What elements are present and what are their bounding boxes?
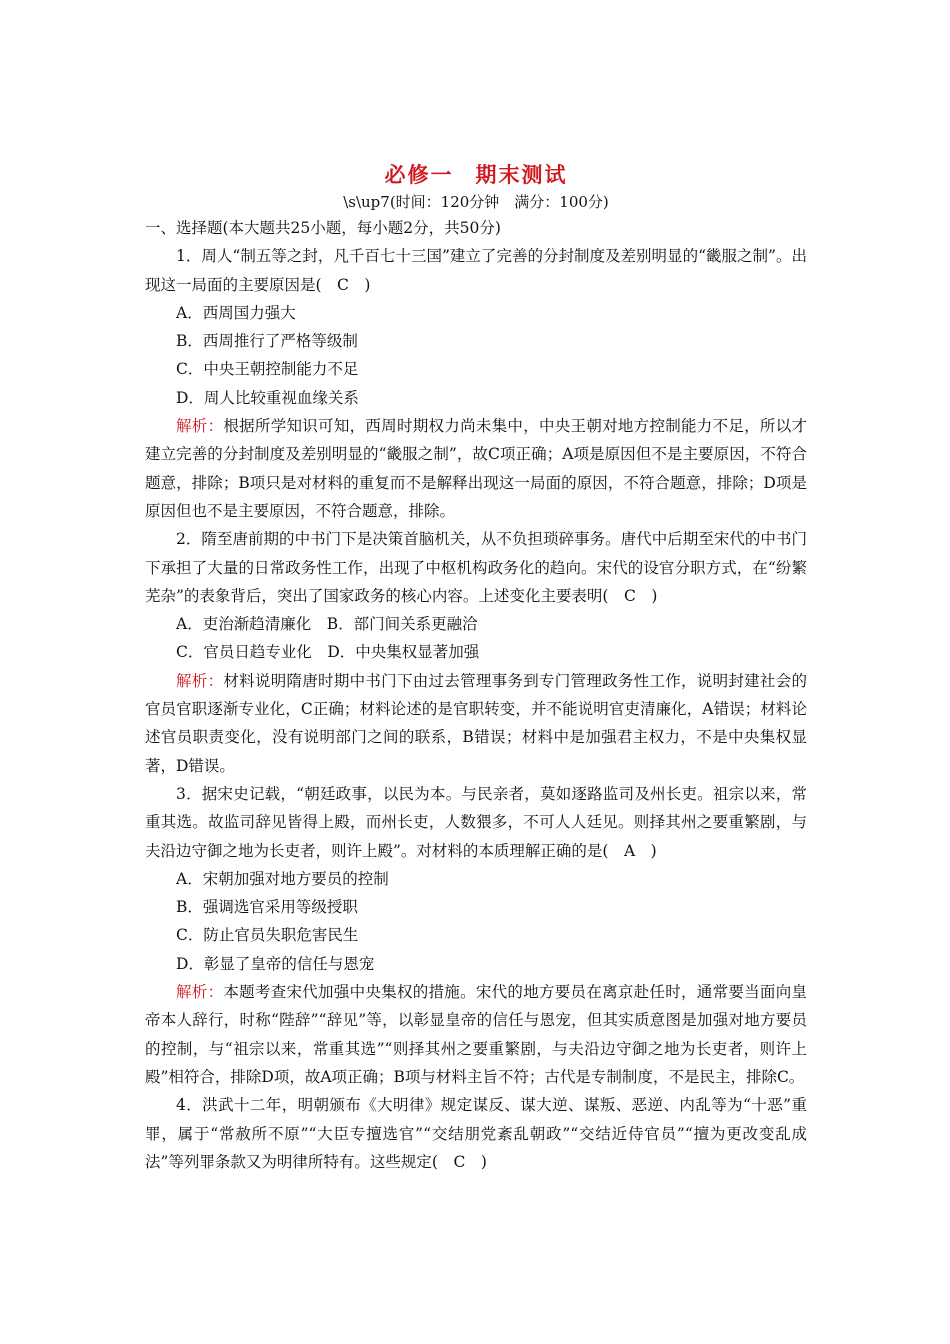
question-3-stem: 3．据宋史记载，“朝廷政事，以民为本。与民亲者，莫如逐路监司及州长吏。祖宗以来，常重其选。故监司辞见皆得上殿，而州长吏，人数猥多，不可人人廷见。则择其州之要重繁剧，与夫沿边守御之地为长吏者，则许上殿”。对材料的本质理解正确的是( A ) xyxy=(145,784,807,860)
question-1-stem: 1．周人“制五等之封，凡千百七十三国”建立了完善的分封制度及差别明显的“畿服之制”。出现这一局面的主要原因是( C ) xyxy=(145,247,807,294)
question-1-option-a: A．西周国力强大 xyxy=(176,303,296,322)
explanation-label: 解析： xyxy=(176,983,224,1002)
question-1-explanation xyxy=(145,412,807,525)
page-title xyxy=(145,160,807,190)
explanation-label: 解析： xyxy=(176,671,224,690)
question-4-stem: 4．洪武十二年，明朝颁布《大明律》规定谋反、谋大逆、谋叛、恶逆、内乱等为“十恶”重罪，属于“常赦所不原”“大臣专擅选官”“交结朋党紊乱朝政”“交结近侍官员”“擅为更改变乱成法”等列罪条款又为明律所特有。这些规定( C ) xyxy=(145,1096,807,1171)
question-2-options-ab: A．吏治渐趋清廉化 B．部门间关系更融洽 xyxy=(176,615,478,634)
question-3-option-a: A．宋朝加强对地方要员的控制 xyxy=(176,869,389,888)
question-2-options-cd: C．官员日趋专业化 D．中央集权显著加强 xyxy=(176,643,480,662)
question-3-option-c: C．防止官员失职危害民生 xyxy=(176,926,359,945)
question-1-option-b: B．西周推行了严格等级制 xyxy=(176,332,358,351)
title-part2: 期末测试 xyxy=(475,163,568,187)
question-3-explanation-text: 本题考查宋代加强中央集权的措施。宋代的地方要员在离京赴任时，通常要当面向皇帝本人辞行，时称“陛辞”“辞见”等，以彰显皇帝的信任与恩宠，但其实质意图是加强对地方要员的控制，与“祖宗以来，常重其选”“则择其州之要重繁剧，与夫沿边守御之地为长吏者，则许上殿”相符合，排除D项，故A项正确；B项与材料主旨不符；古代是专制制度，不是民主，排除C。 xyxy=(145,983,807,1086)
question-3-option-d: D．彰显了皇帝的信任与恩宠 xyxy=(176,954,375,973)
exam-meta: \s\up7(时间：120分钟 满分：100分) xyxy=(343,193,609,211)
section-heading: 一、选择题(本大题共25小题，每小题2分，共50分) xyxy=(145,219,501,237)
question-2-explanation-text: 材料说明隋唐时期中书门下由过去管理事务到专门管理政务性工作，说明封建社会的官员官职逐渐专业化，C正确；材料论述的是官职转变，并不能说明官吏清廉化，A错误；材料论述官员职责变化，没有说明部门之间的联系，B错误；材料中是加强君主权力，不是中央集权显著，D错误。 xyxy=(145,671,807,775)
title-part1: 必修一 xyxy=(384,163,454,187)
question-3-explanation xyxy=(145,978,807,1091)
question-2-explanation xyxy=(145,667,807,780)
question-3-option-b: B．强调选官采用等级授职 xyxy=(176,898,358,917)
question-1-option-d: D．周人比较重视血缘关系 xyxy=(176,388,359,407)
explanation-label: 解析： xyxy=(176,417,224,436)
question-1-explanation-text: 根据所学知识可知，西周时期权力尚未集中，中央王朝对地方控制能力不足，所以才建立完善的分封制度及差别明显的“畿服之制”，故C项正确；A项是原因但不是主要原因，不符合题意，排除；B项只是对材料的重复而不是解释出现这一局面的原因，不符合题意，排除；D项是原因但也不是主要原因，不符合题意，排除。 xyxy=(145,417,807,520)
question-2-stem: 2．隋至唐前期的中书门下是决策首脑机关，从不负担琐碎事务。唐代中后期至宋代的中书门下承担了大量的日常政务性工作，出现了中枢机构政务化的趋向。宋代的设官分职方式，在“纷繁芜杂”的表象背后，突出了国家政务的核心内容。上述变化主要表明( C ) xyxy=(145,530,807,605)
question-1-option-c: C．中央王朝控制能力不足 xyxy=(176,360,359,379)
page-content xyxy=(145,160,807,1176)
